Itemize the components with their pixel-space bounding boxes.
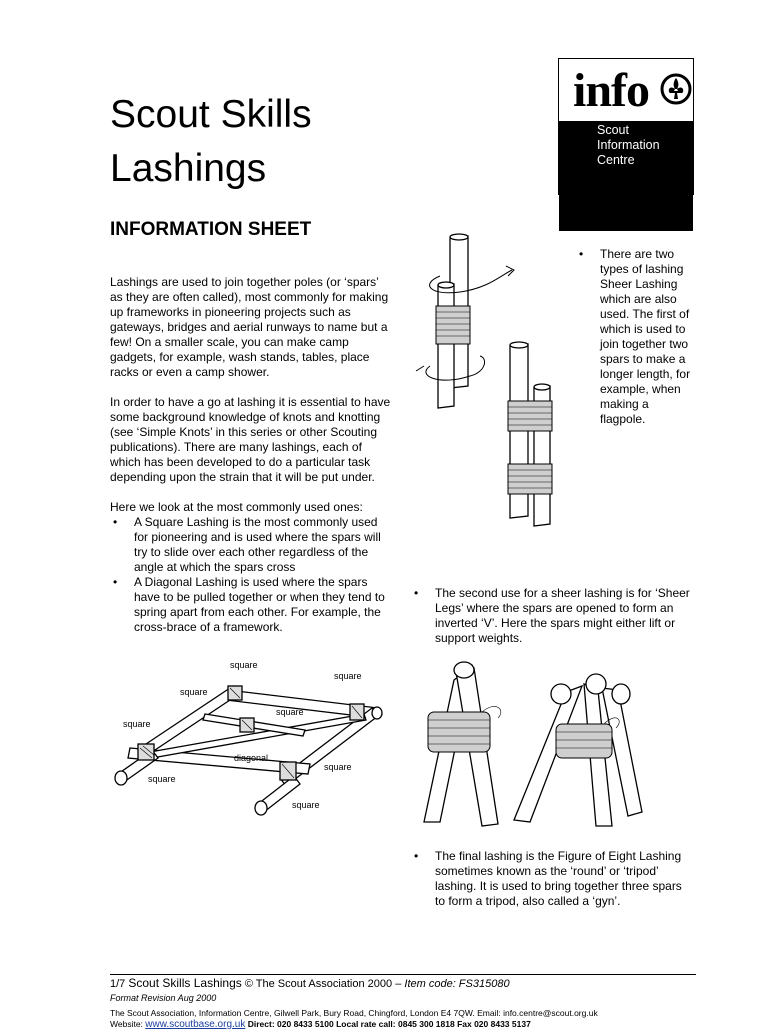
figure-eight-list [411,849,693,909]
frame-label: square [276,707,304,717]
sheer-lashing-text [576,247,692,427]
frame-label: square [230,660,258,670]
page-number: 1/7 [110,978,126,990]
footer-website-prefix: Website: [110,1019,143,1029]
sheer-lashing-illustration [410,226,570,528]
intro-paragraph: Lashings are used to join together poles (or ‘spars’ as they are often called), most commonly for making up frameworks in pioneering projects such as gateways, bridges and aerial runways to name but a few! On a smaller scale, you can make camp gadgets, for example, wash stands, tables, place racks or even a camp shower. [110,275,389,379]
logo-line: Information [597,138,660,152]
sheer-legs-list [411,586,693,646]
website-link[interactable]: www.scoutbase.org.uk [145,1019,246,1030]
list-item: • The second use for a sheer lashing is for ‘Sheer Legs’ where the spars are opened to form an inverted ‘V’. Here the spars might either lift or support weights. [411,586,693,646]
page-title [110,88,312,196]
frame-illustration [110,656,400,822]
sheer-list [576,247,692,427]
phone-number: 0845 300 1818 [558,174,694,195]
frame-label: square [292,800,320,810]
sheer-legs-illustration [416,652,686,830]
footer-contact-numbers: Direct: 020 8433 5100 Local rate call: 0845 300 1818 Fax 020 8433 5137 [247,1019,531,1029]
logo-word: info [573,64,650,117]
frame-label: square [180,687,208,697]
list-item: • There are two types of lashing Sheer Lashing which are also used. The first of which is used to join together two spars to make a longer length, for example, when making a flagpole. [576,247,692,427]
frame-label: square [148,774,176,784]
logo-line: Centre [597,153,635,167]
intro-column [110,275,392,635]
footer-address: The Scout Association, Information Centre, Gilwell Park, Bury Road, Chingford, London E4 7QW. Email: info.centre@scout.org.uk [110,1008,598,1018]
frame-label: square [123,719,151,729]
list-item: • A Square Lashing is the most commonly used for pioneering and is used where the spars will try to slide over each other regardless of the angle at which the spars cross [110,515,392,575]
footer-doc-title: Scout Skills Lashings [128,976,242,990]
intro-paragraph: In order to have a go at lashing it is essential to have some background knowledge of knots and knotting (see ‘Simple Knots’ in this series or other Scouting publications). There are many lashings, each of which has been developed to do a particular task depending upon the strain that it will be put under. [110,395,391,484]
title-line-2: Lashings [110,147,267,190]
footer-contact [110,1019,531,1030]
logo-line: Scout [597,123,629,137]
title-line-1: Scout Skills [110,93,312,136]
frame-label: diagonal [234,753,269,763]
intro-paragraph: Here we look at the most commonly used ones: [110,500,363,514]
list-item: • The final lashing is the Figure of Eight Lashing sometimes known as the ‘round’ or ‘tripod’ lashing. It is used to bring together three spars to form a tripod, also called a ‘gyn’. [411,849,693,909]
section-heading: INFORMATION SHEET [110,219,312,240]
lashing-list [110,515,392,635]
footer-revision-text: Format Revision Aug 2000 [110,993,217,1003]
footer-revision [110,993,216,1004]
footer-copyright: © The Scout Association 2000 – [244,978,402,990]
figure-eight-text [411,849,693,909]
footer-divider [110,974,696,975]
footer-line-1 [110,977,510,991]
fleur-de-lis-icon [660,73,692,105]
sheer-legs-text [411,586,693,646]
frame-label: square [324,762,352,772]
footer-item-code: Item code: FS315080 [404,978,510,990]
list-item: • A Diagonal Lashing is used where the spars have to be pulled together or when they tend to spring apart from each other. For example, the cross-brace of a framework. [110,575,392,635]
frame-label: square [334,671,362,681]
